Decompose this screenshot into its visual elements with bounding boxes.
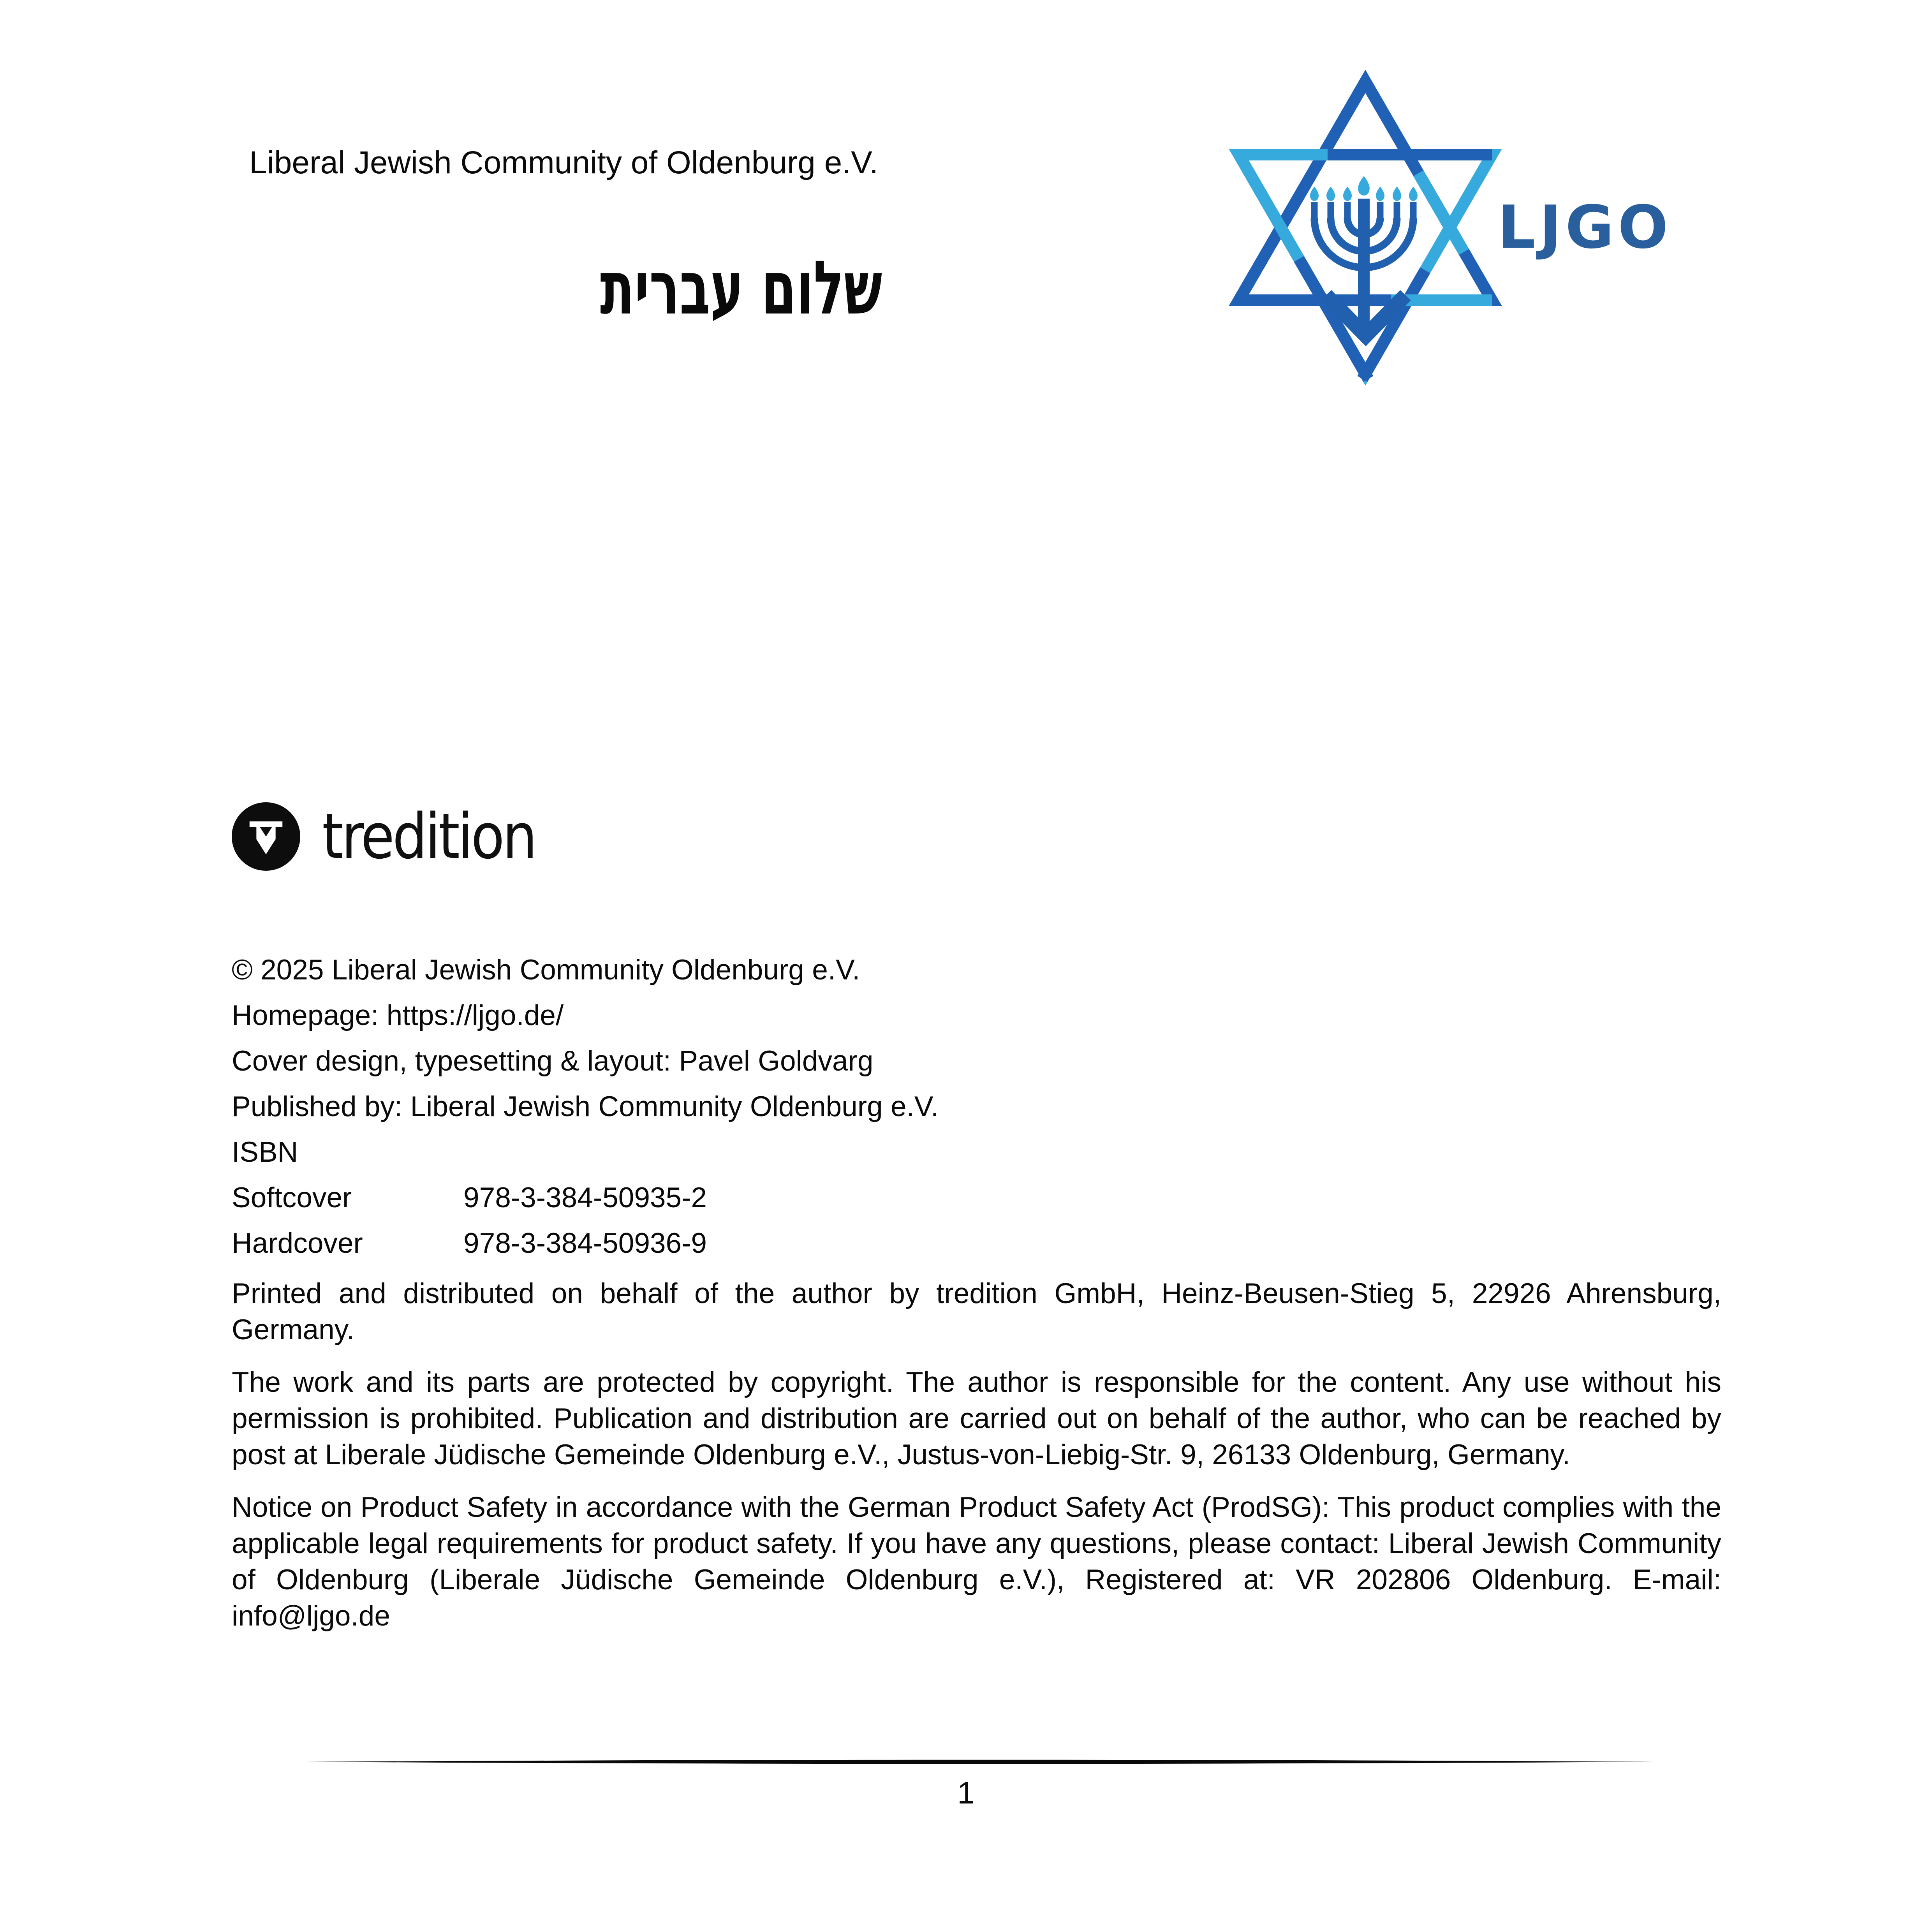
isbn-hardcover-row [232, 1225, 1721, 1261]
isbn-heading: ISBN [232, 1136, 298, 1168]
publisher-logo [232, 801, 564, 872]
copyright-line: © 2025 Liberal Jewish Community Oldenburg e.V. [232, 954, 860, 986]
cover-design-line: Cover design, typesetting & layout: Pavel Goldvarg [232, 1045, 874, 1077]
isbn-softcover-label: Softcover [232, 1182, 352, 1213]
tredition-wordmark: tredition [322, 800, 535, 873]
homepage-line: Homepage: https://ljgo.de/ [232, 1000, 564, 1031]
isbn-softcover-value: 978-3-384-50935-2 [463, 1182, 707, 1213]
hebrew-book-title: שלום עברית [600, 245, 882, 331]
page-number: 1 [957, 1775, 975, 1810]
product-safety-paragraph: Notice on Product Safety in accordance with the German Product Safety Act (ProdSG): This product complies with the applicable legal requirements for product safety. If you have any questions, please contact: Liberal Jewish Community of Oldenburg (Liberale Jüdische Gemeinde Oldenburg e.V.), Registered at: VR 202806 Oldenburg. E-mail: info@ljgo.de [232, 1492, 1721, 1632]
isbn-softcover-row [232, 1180, 1721, 1216]
organization-name: Liberal Jewish Community of Oldenburg e.V. [249, 145, 879, 180]
published-by-line: Published by: Liberal Jewish Community Oldenburg e.V. [232, 1091, 939, 1122]
imprint-block [232, 952, 1721, 1650]
copyright-notice-paragraph: The work and its parts are protected by copyright. The author is responsible for the content. Any use without his permission is prohibited. Publication and distribution are carried out on behalf of the author, who can be reached by post at Liberale Jüdische Gemeinde Oldenburg e.V., Justus-von-Liebig-Str. 9, 26133 Oldenburg, Germany. [232, 1367, 1721, 1471]
community-logo [1217, 62, 1763, 386]
menorah-flames [1310, 176, 1418, 201]
star-of-david-menorah-icon [1217, 62, 1513, 386]
isbn-hardcover-value: 978-3-384-50936-9 [463, 1228, 707, 1259]
tredition-pi-icon [232, 802, 300, 871]
logo-ljgo-wordmark: LJGO [1498, 193, 1672, 262]
footer-rule [306, 1759, 1653, 1765]
printed-note-paragraph: Printed and distributed on behalf of the author by tredition GmbH, Heinz-Beusen-Stieg 5, 22926 Ahrensburg, Germany. [232, 1278, 1721, 1346]
isbn-hardcover-label: Hardcover [232, 1228, 363, 1259]
